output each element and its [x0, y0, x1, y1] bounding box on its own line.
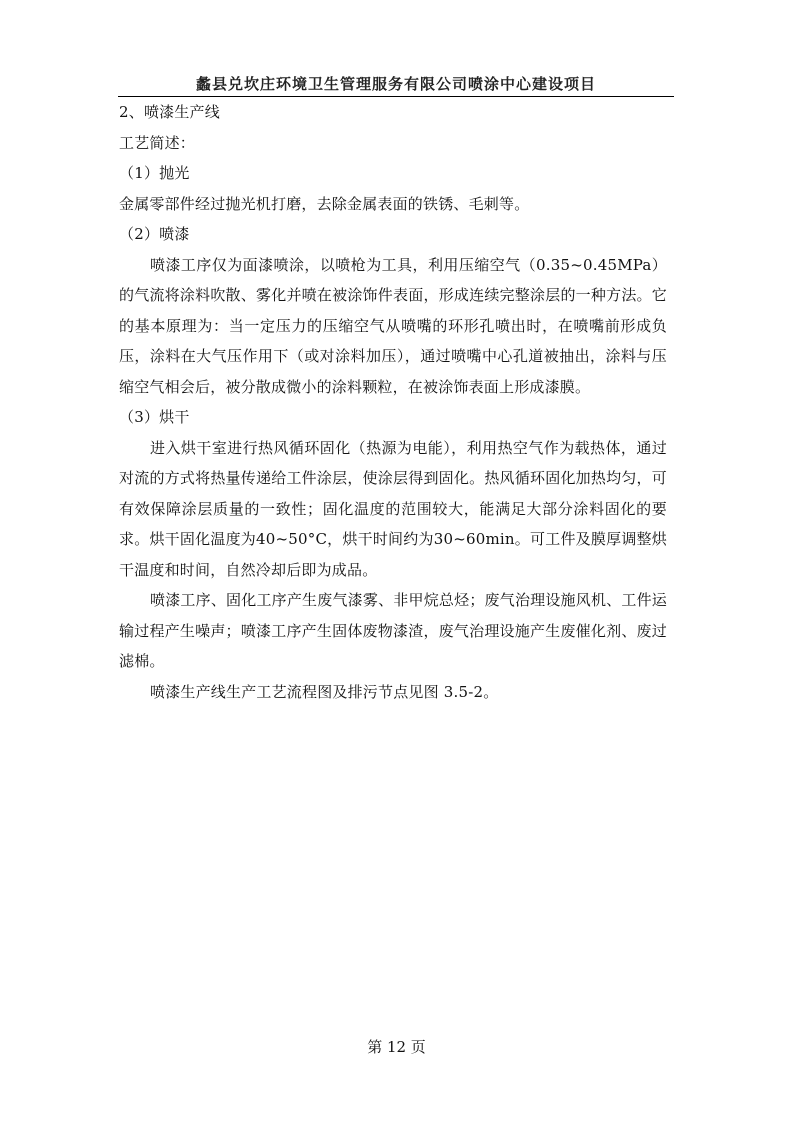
step3-paragraph: 进入烘干室进行热风循环固化（热源为电能），利用热空气作为载热体，通过对流的方式将热量传递给工件涂层，使涂层得到固化。热风循环固化加热均匀，可有效保障涂层质量的一致性；固化温度的范围较大，能满足大部分涂料固化的要求。烘干固化温度为40~50°C，烘干时间约为30~60min。可工件及膜厚调整烘干温度和时间，自然冷却后即为成品。 [119, 438, 667, 579]
process-intro: 工艺简述： [119, 133, 196, 152]
pollution-paragraph: 喷漆工序、固化工序产生废气漆雾、非甲烷总烃；废气治理设施风机、工件运输过程产生噪声；喷漆工序产生固体废物漆渣，废气治理设施产生废催化剂、废过滤棉。 [119, 591, 667, 670]
step2-paragraph: 喷漆工序仅为面漆喷涂，以喷枪为工具，利用压缩空气（0.35~0.45MPa）的气流将涂料吹散、雾化并喷在被涂饰件表面，形成连续完整涂层的一种方法。它的基本原理为：当一定压力的压缩空气从喷嘴的环形孔喷出时，在喷嘴前形成负压，涂料在大气压作用下（或对涂料加压），通过喷嘴中心孔道被抽出，涂料与压缩空气相会后，被分散成微小的涂料颗粒，在被涂饰表面上形成漆膜。 [119, 255, 667, 396]
step3-heading: （3）烘干 [119, 408, 190, 426]
step2-heading: （2）喷漆 [119, 225, 190, 243]
step1-heading: （1）抛光 [119, 164, 190, 182]
step1-paragraph: 金属零部件经过抛光机打磨，去除金属表面的铁锈、毛刺等。 [119, 194, 530, 213]
section-heading: 2、喷漆生产线 [119, 103, 220, 121]
page-number: 第 12 页 [367, 1038, 426, 1056]
flow-reference-paragraph: 喷漆生产线生产工艺流程图及排污节点见图 3.5-2。 [150, 682, 499, 701]
page-header-title: 蠡县兑坎庄环境卫生管理服务有限公司喷涂中心建设项目 [195, 75, 596, 93]
document-body [119, 97, 667, 707]
